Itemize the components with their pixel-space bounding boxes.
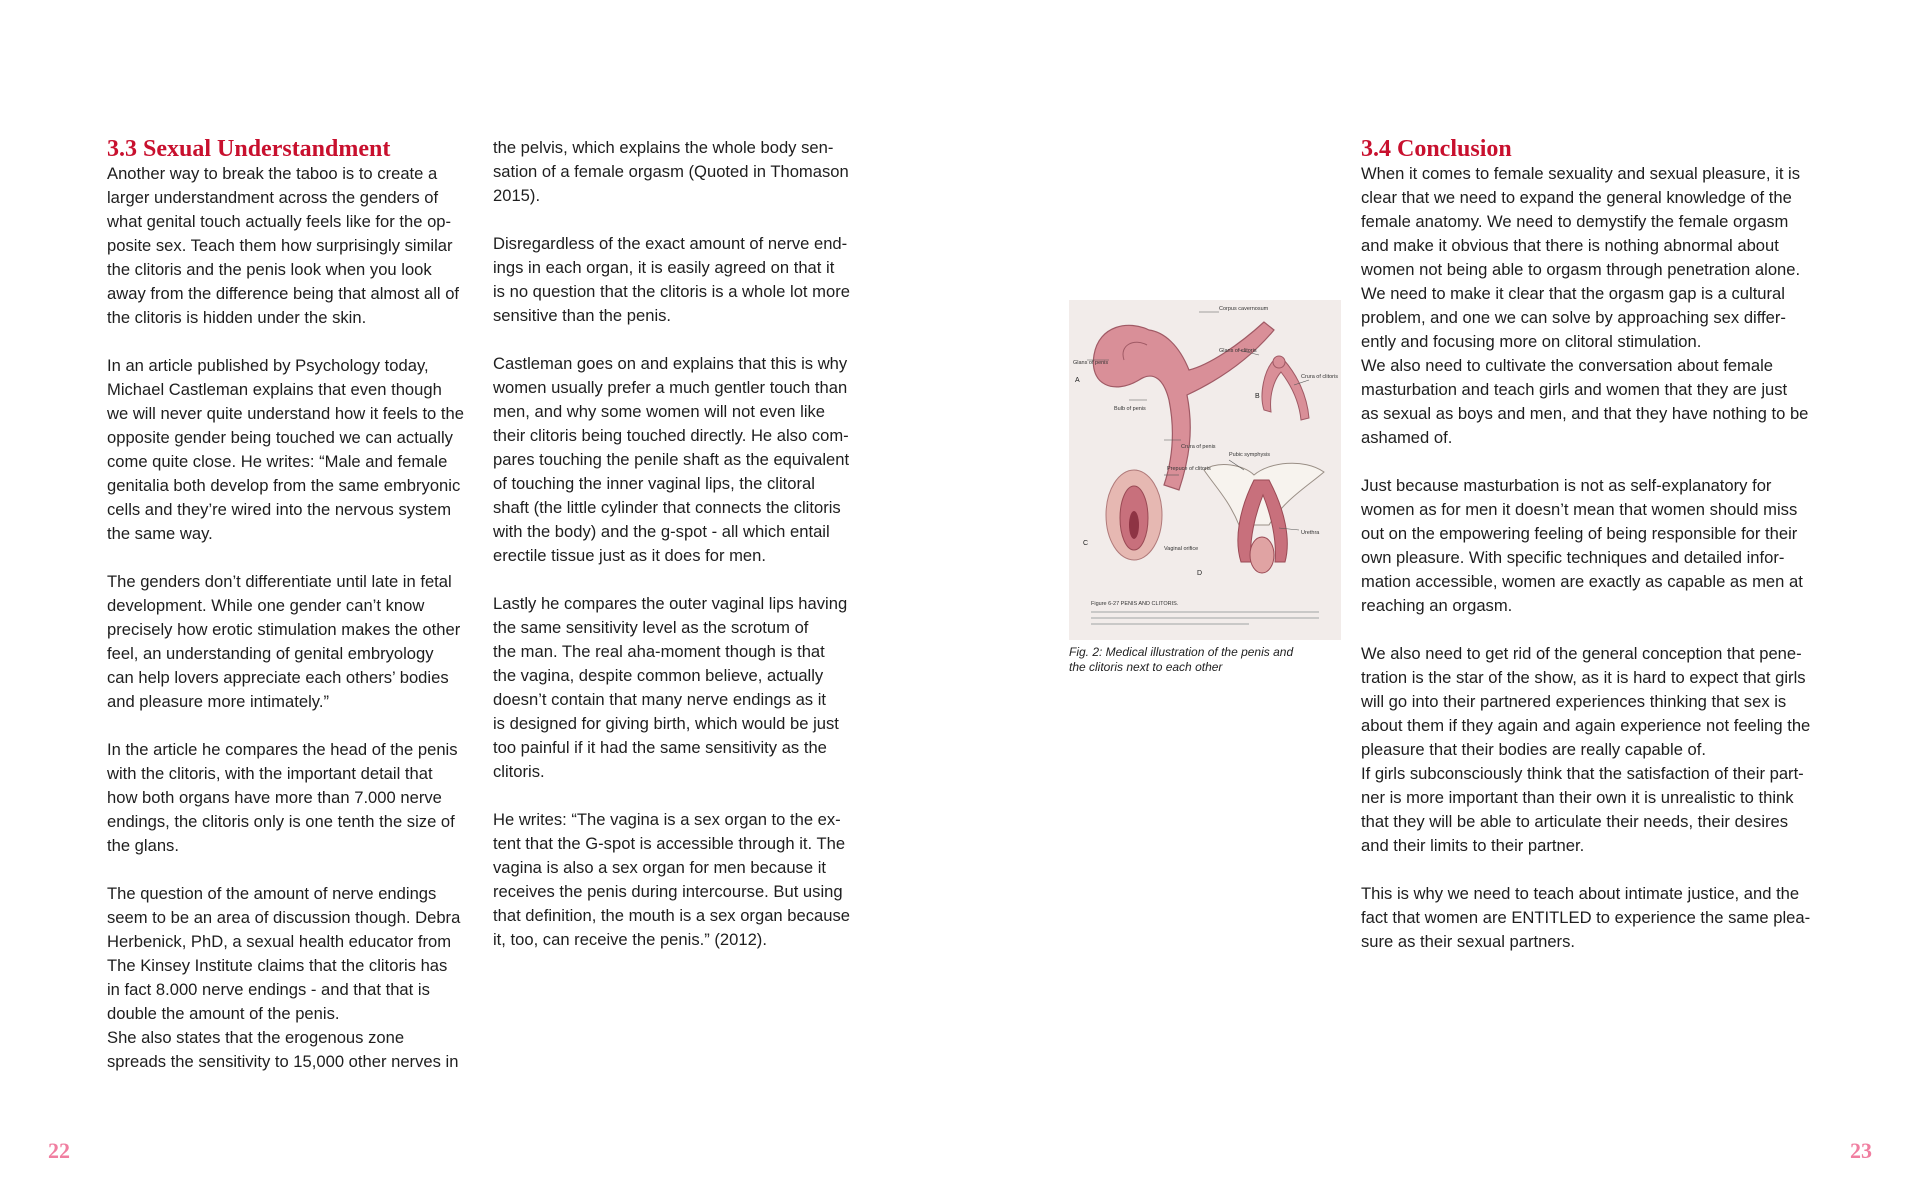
- fig-label: Crura of penis: [1181, 444, 1216, 450]
- paragraph: We also need to get rid of the general conception that pene- tration is the star of the show, as it is hard to expect that girls will go into their partnered experiences thinking that sex is about them if they again and again experience not feeling the pleasure that their bodies are really capable of. If girls subconsciously think that the satisfaction of their part- ner is more important than their own it is unrealistic to think that they will be able to articulate their needs, their desires and their limits to their partner.: [1361, 644, 1811, 855]
- paragraph: This is why we need to teach about intimate justice, and the fact that women are ENTITLED to experience the same plea- sure as their sexual partners.: [1361, 884, 1811, 951]
- fig-label: Glans of clitoris: [1219, 348, 1257, 354]
- paragraph: When it comes to female sexuality and sexual pleasure, it is clear that we need to expand the general knowledge of the female anatomy. We need to demystify the female orgasm and make it obvious that there is nothing abnormal about women not being able to orgasm through penetration alone. We need to make it clear that the orgasm gap is a cultural problem, and one we can solve by approaching sex differ- ently and focusing more on clitoral stimulation. We also need to cultivate the conversation about female masturbation and teach girls and women that they are just as sexual as boys and men, and that they have nothing to be ashamed of.: [1361, 164, 1809, 447]
- fig-letter: B: [1255, 393, 1260, 400]
- paragraph: Castleman goes on and explains that this is why women usually prefer a much gentler touch than men, and why some women will not even like their clitoris being touched directly. He also com- pares touching the penile shaft as the equivalent of touching the inner vaginal lips, the clitoral shaft (the little cylinder that connects the clitoris with the body) and the g-spot - all which entail erectile tissue just as it does for men.: [493, 354, 850, 565]
- fig-label: Pubic symphysis: [1229, 452, 1270, 458]
- page-number-right: 23: [1850, 1138, 1872, 1163]
- paragraph: The question of the amount of nerve endings seem to be an area of discussion though. Debra Herbenick, PhD, a sexual health educator from The Kinsey Institute claims that the clitoris has in fact 8.000 nerve endings - and that that is double the amount of the penis. She also states that the erogenous zone spreads the sensitivity to 15,000 other nerves in: [107, 884, 461, 1071]
- fig-label: Glans of penis: [1073, 360, 1109, 366]
- fig-label: Bulb of penis: [1114, 406, 1146, 412]
- paragraph: In an article published by Psychology today, Michael Castleman explains that even though we will never quite understand how it feels to the opposite gender being touched we can actually come quite close. He writes: “Male and female genitalia both develop from the same embryonic cells and they’re wired into the nervous system the same way.: [107, 356, 464, 543]
- left-column-1: [107, 136, 479, 1074]
- fig-label: Crura of clitoris: [1301, 374, 1338, 380]
- page-number-left: 22: [48, 1138, 70, 1163]
- fig-label: Vaginal orifice: [1164, 546, 1199, 552]
- paragraph: Disregardless of the exact amount of nerve end- ings in each organ, it is easily agreed on that it is no question that the clitoris is a whole lot more sensitive than the penis.: [493, 234, 850, 325]
- fig-label: Corpus cavernosum: [1219, 306, 1269, 312]
- paragraph: Lastly he compares the outer vaginal lips having the same sensitivity level as the scrotum of the man. The real aha-moment though is that the vagina, despite common believe, actually doesn’t contain that many nerve endings as it is designed for giving birth, which would be just too painful if it had the same sensitivity as the clitoris.: [493, 594, 848, 781]
- fig-letter: D: [1197, 570, 1203, 577]
- section-heading-3-4: 3.4 Conclusion: [1361, 136, 1512, 162]
- fig-letter: A: [1075, 377, 1080, 384]
- paragraph: The genders don’t differentiate until late in fetal development. While one gender can’t know precisely how erotic stimulation makes the other feel, an understanding of genital embryology can help lovers appreciate each others’ bodies and pleasure more intimately.”: [107, 572, 461, 711]
- section-heading-3-3: 3.3 Sexual Understandment: [107, 136, 391, 162]
- paragraph: Just because masturbation is not as self-explanatory for women as for men it doesn’t mean that women should miss out on the empowering feeling of being responsible for their own pleasure. With specific techniques and detailed infor- mation accessible, women are exactly as capable as men at reaching an orgasm.: [1361, 476, 1803, 615]
- paragraph: the pelvis, which explains the whole body sen- sation of a female orgasm (Quoted in Thomason 2015).: [493, 138, 849, 205]
- figure-caption: Fig. 2: Medical illustration of the penis and the clitoris next to each other: [1069, 645, 1294, 674]
- fig-letter: C: [1083, 540, 1089, 547]
- fig-label: Prepuce of clitoris: [1167, 466, 1211, 472]
- right-column: [1361, 136, 1831, 954]
- left-column-2: [493, 136, 865, 952]
- paragraph: In the article he compares the head of the penis with the clitoris, with the important detail that how both organs have more than 7.000 nerve endings, the clitoris only is one tenth the size of the glans.: [107, 740, 458, 855]
- paragraph: He writes: “The vagina is a sex organ to the ex- tent that the G-spot is accessible through it. The vagina is also a sex organ for men because it receives the penis during intercourse. But using that definition, the mouth is a sex organ because it, too, can receive the penis.” (2012).: [493, 810, 850, 949]
- paragraph: Another way to break the taboo is to create a larger understandment across the genders of what genital touch actually feels like for the op- posite sex. Teach them how surprisingly similar the clitoris and the penis look when you look away from the difference being that almost all of the clitoris is hidden under the skin.: [107, 164, 460, 327]
- fig-label: Figure 6-27 PENIS AND CLITORIS.: [1091, 601, 1179, 607]
- fig-label: Urethra: [1301, 530, 1320, 536]
- anatomy-illustration: [1069, 300, 1341, 640]
